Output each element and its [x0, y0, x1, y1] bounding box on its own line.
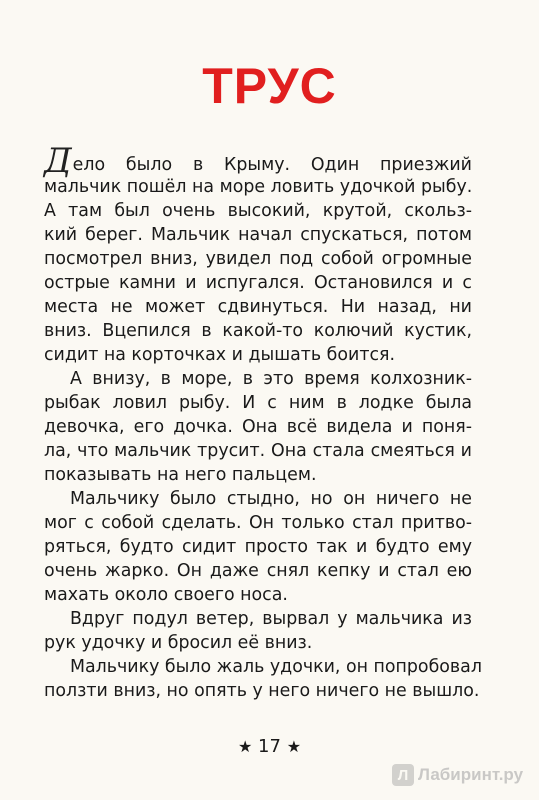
text-line: очень жарко. Он даже снял кепку и стал ею: [44, 561, 472, 581]
text-line: Вдруг подул ветер, вырвал у мальчика из: [70, 609, 472, 629]
text-line: рыбак ловил рыбу. И с ним в лодке была: [44, 393, 472, 413]
text-line: мог с собой сделать. Он только стал притво-: [44, 513, 472, 533]
text-line: А там был очень высокий, крутой, скольз-: [44, 201, 472, 221]
page-title: ТРУС: [202, 58, 337, 114]
page-footer: [0, 735, 539, 759]
text-line: показывать на него пальцем.: [44, 465, 317, 485]
page-number: 17: [258, 736, 281, 757]
text-line: сидит на корточках и дышать боится.: [44, 345, 396, 365]
text-line: ряться, будто сидит просто так и будто ему: [44, 537, 472, 557]
text-line: Мальчику было стыдно, но он ничего не: [70, 489, 472, 509]
text-line: вниз. Вцепился в какой-то колючий кустик,: [44, 321, 472, 341]
star-icon: ★: [237, 737, 253, 756]
drop-cap: Д: [44, 141, 72, 181]
text-line: острые камни и испугался. Остановился и с: [44, 273, 472, 293]
text-line: ползти вниз, но опять у него ничего не вышло.: [44, 681, 480, 701]
text-line: посмотрел вниз, увидел под собой огромные: [44, 249, 472, 269]
text-line: девочка, его дочка. Она всё видела и поня-: [44, 417, 472, 437]
watermark-logo-icon: Л: [392, 764, 414, 786]
text-line: махать около своего носа.: [44, 585, 288, 605]
text-line: рук удочку и бросил её вниз.: [44, 633, 313, 653]
text-line: мальчик пошёл на море ловить удочкой рыбу.: [44, 177, 473, 197]
watermark: [392, 764, 523, 786]
star-icon: ★: [286, 737, 302, 756]
text-line: Дело было в Крыму. Один приезжий: [44, 141, 472, 181]
text-line: кий берег. Мальчик начал спускаться, потом: [44, 225, 472, 245]
text-line: А внизу, в море, в это время колхозник-: [70, 369, 472, 389]
watermark-text: Лабиринт.ру: [418, 765, 524, 784]
text-line: места не может сдвинуться. Ни назад, ни: [44, 297, 472, 317]
text-line: Мальчику было жаль удочки, он попробовал: [70, 657, 482, 677]
text-line: ла, что мальчик трусит. Она стала смеяться и: [44, 441, 472, 461]
